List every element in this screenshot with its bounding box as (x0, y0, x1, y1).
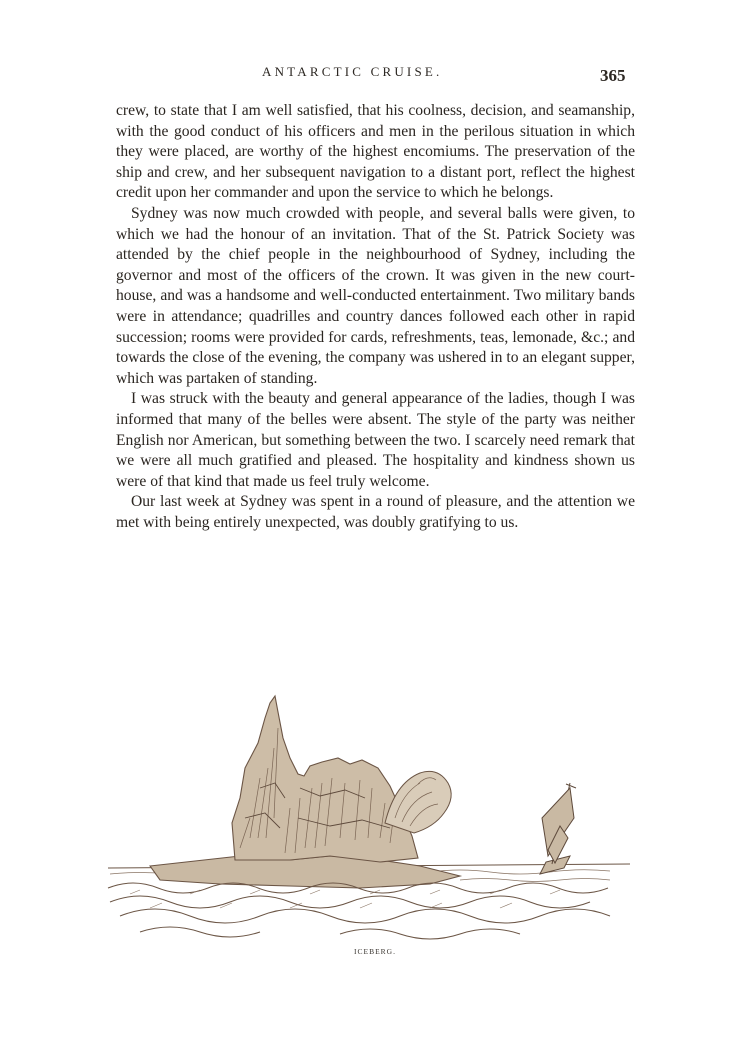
body-text (116, 101, 635, 533)
sailing-ship (540, 783, 576, 874)
wave-spray (385, 771, 451, 833)
paragraph-2: Sydney was now much crowded with people, and several balls were given, to which we had the honour of an invitation. That of the St. Patrick Society was attended by the chief people in the neighbourhood of Sydney, including the governor and most of the officers of the crown. It was given in the new court-house, and was a handsome and well-conducted entertainment. Two military bands were in attendance; quadrilles and country dances followed each other in rapid succession; rooms were provided for cards, refreshments, teas, lemonade, &c.; and towards the close of the evening, the company was ushered in to an elegant supper, which was partaken of standing. (116, 204, 635, 387)
paragraph-1: crew, to state that I am well satisfied, that his coolness, decision, and seamanship, with the good conduct of his officers and men in the perilous situation in which they were placed, are worthy of the highest encomiums. The preservation of the ship and crew, and her subsequent navigation to a distant port, reflect the highest credit upon her commander and upon the service to which he belongs. (116, 102, 635, 202)
illustration-caption: ICEBERG. (354, 947, 396, 956)
paragraph-4: Our last week at Sydney was spent in a round of pleasure, and the attention we met with being entirely unexpected, was doubly gratifying to us. (116, 493, 635, 531)
iceberg-illustration (100, 688, 640, 953)
iceberg-base (150, 856, 460, 888)
foreground-waves (108, 883, 610, 939)
running-head (0, 60, 750, 90)
running-title: ANTARCTIC CRUISE. (262, 64, 443, 79)
paragraph-3: I was struck with the beauty and general appearance of the ladies, though I was informed that many of the belles were absent. The style of the party was neither English nor American, but something between the two. I scarcely need remark that we were all much gratified and pleased. The hospitality and kindness shown us were of that kind that made us feel truly welcome. (116, 390, 635, 490)
wave-hatching (130, 890, 560, 908)
page-number: 365 (600, 66, 626, 85)
